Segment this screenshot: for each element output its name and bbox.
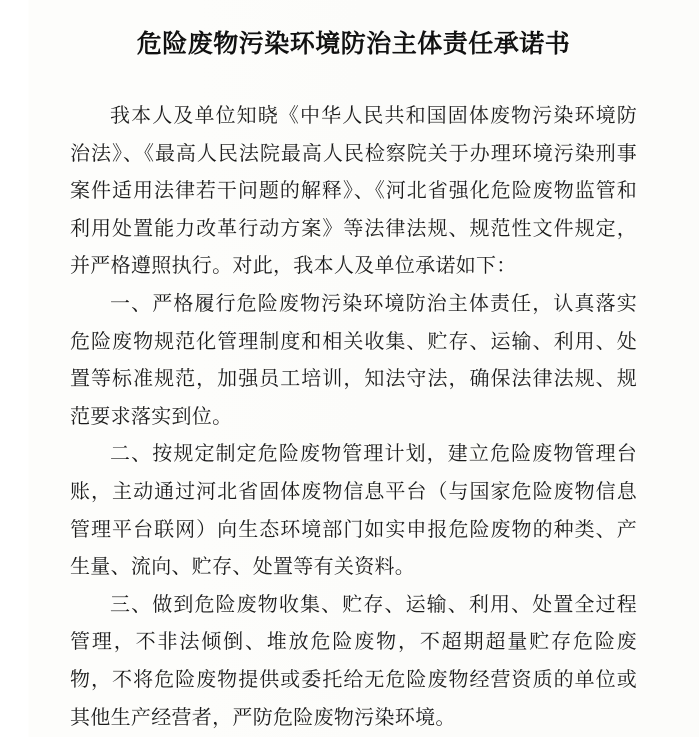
document-title: 危险废物污染环境防治主体责任承诺书 bbox=[136, 31, 571, 58]
paragraph-item-2: 二、按规定制定危险废物管理计划，建立危险废物管理台账，主动通过河北省固体废物信息平台（与国家危险废物信息管理平台联网）向生态环境部门如实申报危险废物的种类、产生量、流向、贮存、处置等有关资料。 bbox=[70, 443, 637, 579]
document-body bbox=[70, 98, 637, 737]
paragraph-item-3: 三、做到危险废物收集、贮存、运输、利用、处置全过程管理，不非法倾倒、堆放危险废物，不超期超量贮存危险废物，不将危险废物提供或委托给无危险废物经营资质的单位或其他生产经营者，严防危险废物污染环境。 bbox=[70, 593, 637, 729]
paragraph-intro: 我本人及单位知晓《中华人民共和国固体废物污染环境防治法》、《最高人民法院最高人民检察院关于办理环境污染刑事案件适用法律若干问题的解释》、《河北省强化危险废物监管和利用处置能力改革行动方案》等法律法规、规范性文件规定，并严格遵照执行。对此，我本人及单位承诺如下： bbox=[70, 105, 637, 278]
paragraph-item-1: 一、严格履行危险废物污染环境防治主体责任，认真落实危险废物规范化管理制度和相关收集、贮存、运输、利用、处置等标准规范，加强员工培训，知法守法，确保法律法规、规范要求落实到位。 bbox=[70, 292, 637, 428]
